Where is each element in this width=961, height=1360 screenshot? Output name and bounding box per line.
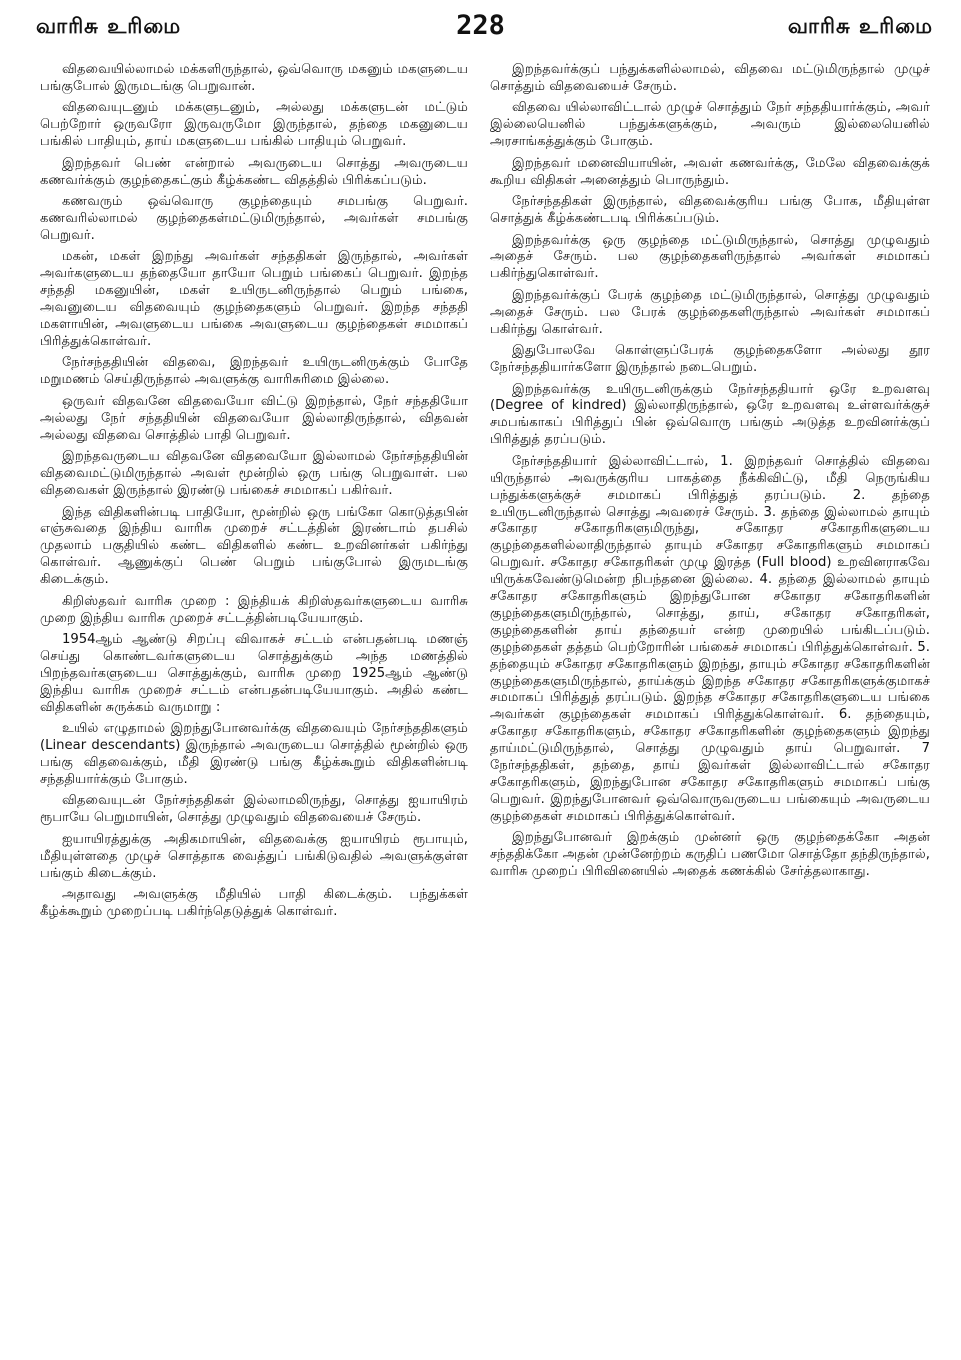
paragraph: அதாவது அவளுக்கு மீதியில் பாதி கிடைக்கும். பந்துக்கள் கீழ்க்கூறும் முறைப்படி பகிர்ந்தெடுத்துக் கொள்வர். [40, 887, 468, 919]
running-title-left: வாரிசு உரிமை [36, 14, 182, 38]
paragraph: இறந்துபோனவர் இறக்கும் முன்னர் ஒரு குழந்தைக்கோ அதன் சந்ததிக்கோ அதன் முன்னேற்றம் கருதிப் பணமோ சொத்தோ தந்திருந்தால், வாரிசு முறைப் பிரிவினையில் அதைக் கணக்கில் சேர்த்தலாகாது. [490, 830, 930, 880]
paragraph: கிறிஸ்தவர் வாரிசு முறை : இந்தியக் கிறிஸ்தவர்களுடைய வாரிசு முறை இந்திய வாரிசு முறைச் சட்டத்தின்படியேயாகும். [40, 593, 468, 626]
paragraph: நேர்சந்ததியார் இல்லாவிட்டால், 1. இறந்தவர் சொத்தில் விதவை யிருந்தால் அவருக்குரிய பாகத்தை நீக்கிவிட்டு, மீதி நெருங்கிய பந்துக்களுக்குச் சமமாகப் பிரித்துத் தரப்படும். 2. தந்தை உயிருடனிருந்தால் சொத்து அவரைச் சேரும். 3. தந்தை இல்லாமல் தாயும் சகோதர சகோதரிகளுமிருந்து, சகோதர சகோதரிகளுடைய குழந்தைகளில்லாதிருந்தால் தாயும் சகோதர சகோதரிகளும் சமமாகப் பெறுவர். சகோதர சகோதரிகள் முழு இரத்த (Full blood) உறவினராகவே யிருக்கவேண்டுமென்ற நிபந்தனை இல்லை. 4. தந்தை இல்லாமல் தாயும் சகோதர சகோதரிகளும் இறந்துபோன சகோதர சகோதரிகளின் குழந்தைகளுமிருந்தால், சொத்து, தாய், சகோதர சகோதரிகள், குழந்தைகளின் தாய் தந்தையர் என்ற முறையில் பங்கிடப்படும். குழந்தைகள் தத்தம் பெற்றோரின் பங்கைச் சமமாகப் பிரித்துக்கொள்வர். 5. தந்தையும் சகோதர சகோதரிகளும் இறந்து, தாயும் சகோதர சகோதரிகளின் குழந்தைகளுமிருந்தால், தாய்க்கும் இறந்த சகோதர சகோதரிகளுக்குமாகச் சமமாகப் பிரித்துத் தரப்படும். இறந்த சகோதர சகோதரிகளுடைய பங்கை அவர்கள் குழந்தைகள் சமமாகப் பிரித்துக்கொள்வர். 6. தந்தையும், சகோதர சகோதரிகளும், சகோதர சகோதரிகளின் குழந்தைகளும் இறந்து தாய்மட்டுமிருந்தால், சொத்து முழுவதும் தாய் பெறுவாள். 7 நேர்சந்ததிகள், தந்தை, தாய் இவர்கள் இல்லாவிட்டால் சகோதர சகோதரிகளும், இறந்துபோன சகோதர சகோதரிகளும் சமமாகப் பங்கு பெறுவர். இறந்துபோனவர் ஒவ்வொருவருடைய பங்கையும் அவருடைய குழந்தைகள் சமமாகப் பிரித்துக்கொள்வர். [490, 453, 930, 824]
left-column [40, 62, 468, 1352]
paragraph: விதவை யில்லாவிட்டால் முழுச் சொத்தும் நேர் சந்ததியார்க்கும், அவர் இல்லையெனில் பந்துக்களுக்கும், அவரும் இல்லையெனில் அரசாங்கத்துக்கும் போகும். [490, 100, 930, 150]
paragraph: கணவரும் ஒவ்வொரு குழந்தையும் சமபங்கு பெறுவர். கணவரில்லாமல் குழந்தைகள்மட்டுமிருந்தால், அவர்கள் சமபங்கு பெறுவர். [40, 194, 468, 243]
paragraph: 1954ஆம் ஆண்டு சிறப்பு விவாகச் சட்டம் என்பதன்படி மணஞ் செய்து கொண்டவர்களுடைய சொத்துக்கும் அந்த மணத்தில் பிறந்தவர்களுடைய சொத்துக்கும், வாரிசு முறை 1925ஆம் ஆண்டு இந்திய வாரிசு முறைச் சட்டம் என்பதன்படியேயாகும். அதில் கண்ட விதிகளின் சுருக்கம் வருமாறு : [40, 632, 468, 715]
paragraph: இறந்தவர் பெண் என்றால் அவருடைய சொத்து அவருடைய கணவர்க்கும் குழந்தைகட்கும் கீழ்க்கண்ட விதத்தில் பிரிக்கப்படும். [40, 155, 468, 188]
paragraph: விதவையுடன் நேர்சந்ததிகள் இல்லாமலிருந்து, சொத்து ஐயாயிரம் ரூபாயே பெறுமாயின், சொத்து முழுவதும் விதவையைச் சேரும். [40, 793, 468, 826]
paragraph: விதவையுடனும் மக்களுடனும், அல்லது மக்களுடன் மட்டும் பெற்றோர் ஒருவரோ இருவருமோ இருந்தால், தந்தை மகனுடைய பங்கில் பாதியும், தாய் மகளுடைய பங்கில் பாதியும் பெறுவர். [40, 100, 468, 150]
paragraph: இறந்தவர்க்குப் பேரக் குழந்தை மட்டுமிருந்தால், சொத்து முழுவதும் அதைச் சேரும். பல பேரக் குழந்தைகளிருந்தால் அவர்கள் சமமாகப் பகிர்ந்து கொள்வர். [490, 287, 930, 337]
paragraph: இந்த விதிகளின்படி பாதியோ, மூன்றில் ஒரு பங்கோ கொடுத்தபின் எஞ்சுவதை இந்திய வாரிசு முறைச் சட்டத்தின் இரண்டாம் தபசில் முதலாம் பகுதியில் கண்ட விதிகளில் கண்ட உறவினர்கள் பகிர்ந்து கொள்வர். ஆணுக்குப் பெண் பெறும் பங்குபோல் இருமடங்கு கிடைக்கும். [40, 504, 468, 588]
paragraph: இறந்தவர்க்கு ஒரு குழந்தை மட்டுமிருந்தால், சொத்து முழுவதும் அதைச் சேரும். பல குழந்தைகளிருந்தால் அவர்கள் சமமாகப் பகிர்ந்துகொள்வர். [490, 232, 930, 282]
paragraph: விதவையில்லாமல் மக்களிருந்தால், ஒவ்வொரு மகனும் மகளுடைய பங்குபோல் இருமடங்கு பெறுவான். [40, 62, 468, 94]
running-title-right: வாரிசு உரிமை [787, 14, 933, 38]
page-number: 228 [456, 10, 505, 41]
paragraph: உயில் எழுதாமல் இறந்துபோனவர்க்கு விதவையும் நேர்சந்ததிகளும் (Linear descendants) இருந்தால் அவருடைய சொத்தில் மூன்றில் ஒரு பங்கு விதவைக்கும், மீதி இரண்டு பங்கு கீழ்க்கூறும் விதிகளின்படி சந்ததியார்க்கும் போகும். [40, 721, 468, 787]
paragraph: ஒருவர் விதவனே விதவையோ விட்டு இறந்தால், நேர் சந்ததியோ அல்லது நேர் சந்ததியின் விதவையோ இல்லாதிருந்தால், விதவன் அல்லது விதவை சொத்தில் பாதி பெறுவர். [40, 393, 468, 443]
paragraph: இறந்தவர்க்கு உயிருடனிருக்கும் நேர்சந்ததியார் ஒரே உறவளவு (Degree of kindred) இல்லாதிருந்தால், ஒரே உறவளவு உள்ளவர்க்குச் சமபங்காகப் பிரித்துப் பின் ஒவ்வொரு பங்கும் அடுத்த உறவினர்க்குப் பிரித்துத் தரப்படும். [490, 381, 930, 448]
paragraph: இதுபோலவே கொள்ளுப்பேரக் குழந்தைகளோ அல்லது தூர நேர்சந்ததியார்களோ இருந்தால் நடைபெறும். [490, 343, 930, 376]
paragraph: மகன், மகள் இறந்து அவர்கள் சந்ததிகள் இருந்தால், அவர்கள் அவர்களுடைய தந்தையோ தாயோ பெறும் பங்கைப் பெறுவர். இறந்த சந்ததி மகனுயின், மகள் உயிருடனிருந்தால் பெறும் பங்கை, அவனுடைய விதவையும் குழந்தைகளும் பெறுவர். இறந்த சந்ததி மகளாயின், அவளுடைய பங்கை அவளுடைய குழந்தைகள் சமமாகப் பிரித்துக்கொள்வர். [40, 249, 468, 349]
paragraph: நேர்சந்ததியின் விதவை, இறந்தவர் உயிருடனிருக்கும் போதே மறுமணம் செய்திருந்தால் அவளுக்கு வாரிசுரிமை இல்லை. [40, 355, 468, 388]
paragraph: இறந்தவர்க்குப் பந்துக்களில்லாமல், விதவை மட்டுமிருந்தால் முழுச் சொத்தும் விதவையைச் சேரும். [490, 62, 930, 94]
paragraph: ஐயாயிரத்துக்கு அதிகமாயின், விதவைக்கு ஐயாயிரம் ரூபாயும், மீதியுள்ளதை முழுச் சொத்தாக வைத்துப் பங்கிடுவதில் அவளுக்குள்ள பங்கும் கிடைக்கும். [40, 831, 468, 881]
paragraph: நேர்சந்ததிகள் இருந்தால், விதவைக்குரிய பங்கு போக, மீதியுள்ள சொத்துக் கீழ்க்கண்டபடி பிரிக்கப்படும். [490, 194, 930, 227]
page-header [0, 0, 961, 52]
paragraph: இறந்தவர் மனைவியாயின், அவள் கணவர்க்கு, மேலே விதவைக்குக் கூறிய விதிகள் அனைத்தும் பொருந்தும். [490, 155, 930, 188]
right-column [490, 62, 930, 1352]
paragraph: இறந்தவருடைய விதவனே விதவையோ இல்லாமல் நேர்சந்ததியின் விதவைமட்டுமிருந்தால் அவள் மூன்றில் ஒரு பங்கு பெறுவாள். பல விதவைகள் இருந்தால் இரண்டு பங்கைச் சமமாகப் பகிர்வர். [40, 449, 468, 498]
